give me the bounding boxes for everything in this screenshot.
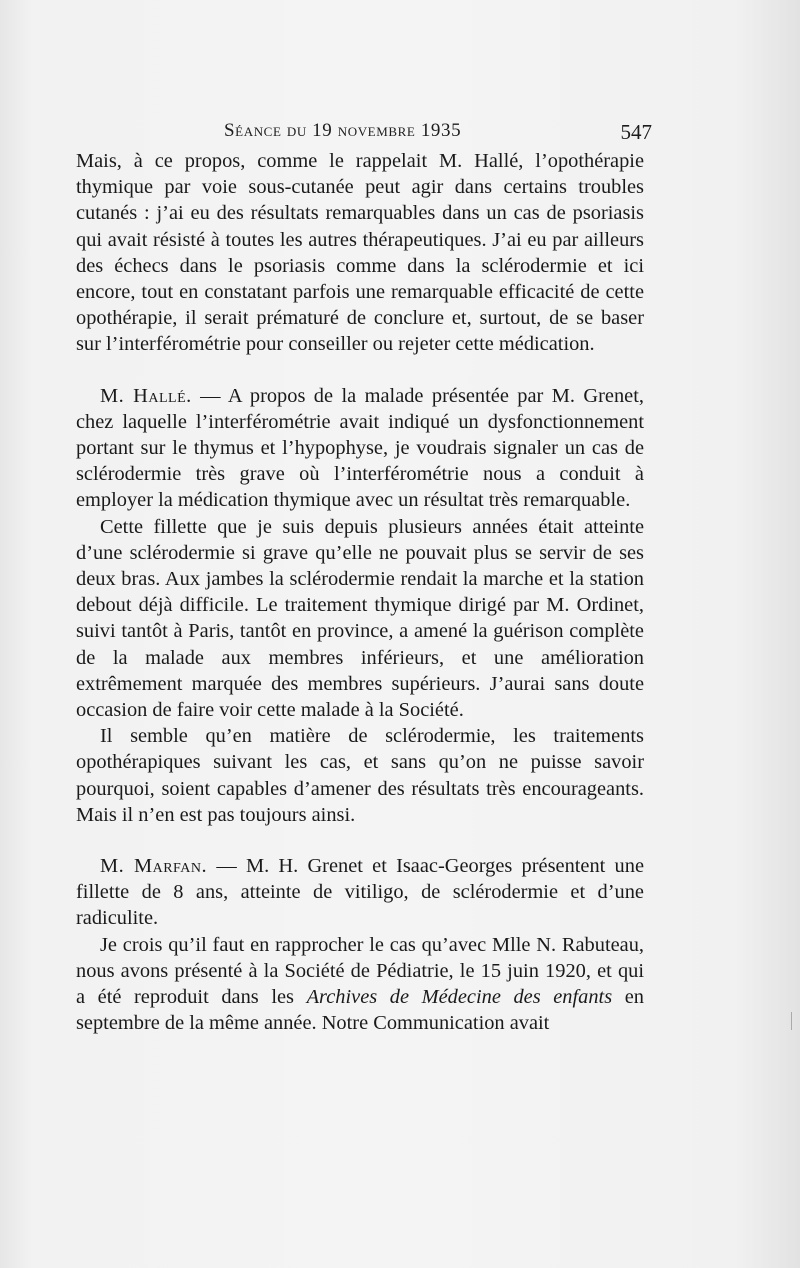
speaker-name: M. Marfan.	[100, 855, 208, 878]
paragraph-text: — M. H. Grenet et Isaac-Georges présentent une fillette de 8 ans, atteinte de vitiligo, de sclérodermie et d’une radiculite.	[76, 855, 644, 930]
paragraph-text: Il semble qu’en matière de sclérodermie, les traitements opothérapiques suivant les cas, et sans qu’on ne puisse savoir pourquoi, soient capables d’amener des résultats très encourageants. Mais il n’en est pas toujours ainsi.	[76, 725, 644, 826]
paragraph-fillette	[76, 514, 644, 724]
scan-artifact	[791, 1012, 792, 1030]
speaker-name: M. Hallé.	[100, 384, 192, 407]
paragraph-text: Mais, à ce propos, comme le rappelait M. Hallé, l’opothérapie thymique par voie sous-cutanée peut agir dans certains troubles cutanés : j’ai eu des résultats remarquables dans un cas de psoriasis qui avait résisté à toutes les autres thérapeutiques. J’ai eu par ailleurs des échecs dans le psoriasis comme dans la sclérodermie et ici encore, tout en constatant parfois une remarquable efficacité de cette opothérapie, il serait prématuré de conclure et, surtout, de se baser sur l’interférométrie pour conseiller ou rejeter cette médication.	[76, 150, 644, 356]
paragraph-halle	[76, 383, 644, 514]
paragraph-sclerodermie	[76, 723, 644, 828]
paragraph-text: en septembre de la même année. Notre Communication avait	[76, 986, 645, 1035]
paragraph-rabuteau	[76, 932, 644, 1037]
paragraph-opotherapie	[76, 148, 644, 358]
paragraph-text: Je crois qu’il faut en rapprocher le cas qu’avec Mlle N. Rabuteau, nous avons présenté à la Société de Pédiatrie, le 15 juin 1920, et qui a été reproduit dans les	[76, 933, 644, 1009]
journal-title: Archives de Médecine des enfants	[306, 986, 613, 1009]
page-header	[0, 120, 800, 150]
body-text	[76, 148, 644, 1037]
paragraph-text: — A propos de la malade présentée par M. Grenet, chez laquelle l’interférométrie avait indiqué un dysfonctionnement portant sur le thymus et l’hypophyse, je voudrais signaler un cas de sclérodermie très grave où l’interférométrie nous a conduit à employer la médication thymique avec un résultat très remarquable.	[76, 384, 644, 512]
paragraph-marfan	[76, 853, 644, 932]
running-title: Séance du 19 novembre 1935	[224, 120, 462, 141]
page-number: 547	[620, 120, 652, 144]
paragraph-text: Cette fillette que je suis depuis plusieurs années était atteinte d’une sclérodermie si grave qu’elle ne pouvait plus se servir de ses deux bras. Aux jambes la sclérodermie rendait la marche et la station debout déjà difficile. Le traitement thymique dirigé par M. Ordinet, suivi tantôt à Paris, tantôt en province, a amené la guérison complète de la malade aux membres inférieurs, et une amélioration extrêmement marquée des membres supérieurs. J’aurai sans doute occasion de faire voir cette malade à la Société.	[76, 515, 644, 722]
